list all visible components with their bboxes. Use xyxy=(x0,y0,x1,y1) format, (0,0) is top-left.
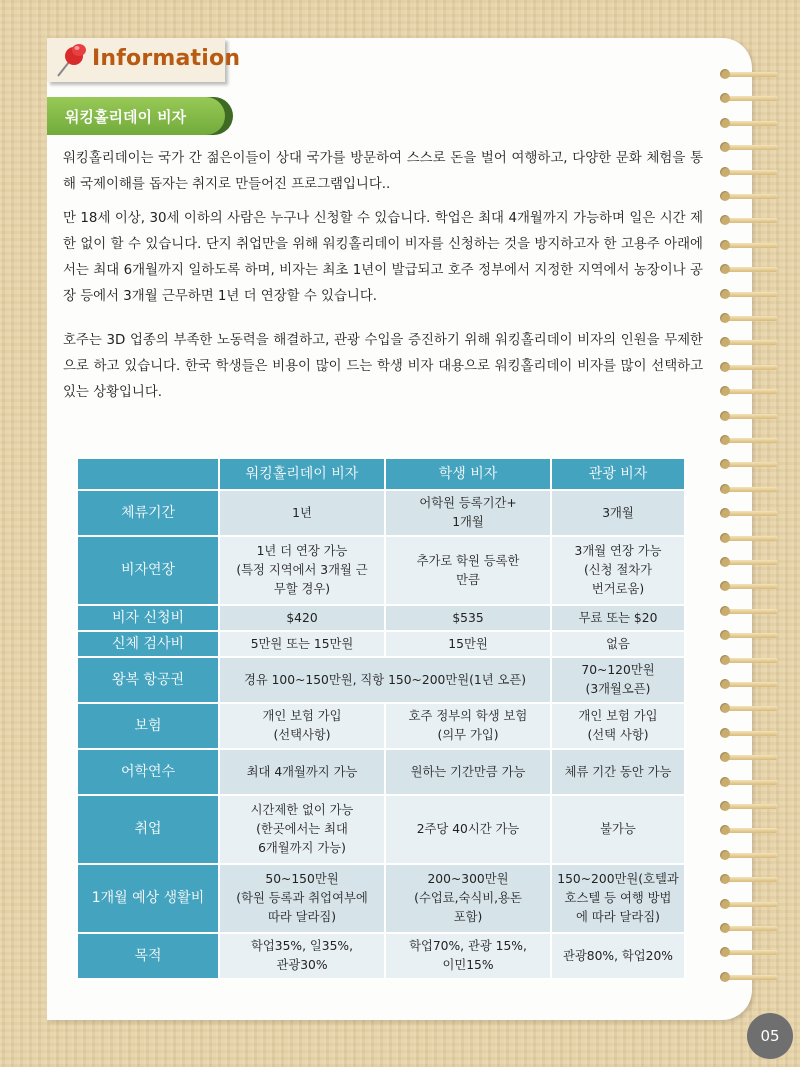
cell-insurance-whv: 개인 보험 가입 (선택사항) xyxy=(219,703,385,749)
table-row xyxy=(77,864,685,933)
spiral-ring xyxy=(718,459,780,469)
table-row xyxy=(77,631,685,657)
row-label-medical: 신체 검사비 xyxy=(77,631,219,657)
table-row xyxy=(77,795,685,864)
spiral-ring xyxy=(718,435,780,445)
cell-insurance-tourist: 개인 보험 가입 (선택 사항) xyxy=(551,703,685,749)
spiral-ring xyxy=(718,142,780,152)
cell-living-student: 200~300만원 (수업료,숙식비,용돈 포함) xyxy=(385,864,551,933)
spiral-ring xyxy=(718,215,780,225)
spiral-ring xyxy=(718,508,780,518)
cell-stay-tourist: 3개월 xyxy=(551,490,685,536)
cell-living-tourist: 150~200만원(호텔과 호스텔 등 여행 방법 에 따라 달라짐) xyxy=(551,864,685,933)
section-title: 워킹홀리데이 비자 xyxy=(65,108,187,126)
cell-airfare-tourist: 70~120만원 (3개월오픈) xyxy=(551,657,685,703)
table-row xyxy=(77,490,685,536)
spiral-ring xyxy=(718,703,780,713)
spiral-ring xyxy=(718,581,780,591)
spiral-ring xyxy=(718,728,780,738)
table-row xyxy=(77,536,685,605)
row-label-extension: 비자연장 xyxy=(77,536,219,605)
row-label-living: 1개월 예상 생활비 xyxy=(77,864,219,933)
spiral-ring xyxy=(718,337,780,347)
spiral-ring xyxy=(718,679,780,689)
spiral-ring xyxy=(718,93,780,103)
cell-stay-student: 어학원 등록기간+ 1개월 xyxy=(385,490,551,536)
cell-extension-student: 추가로 학원 등록한 만큼 xyxy=(385,536,551,605)
spiral-ring xyxy=(718,947,780,957)
paragraph-eligibility: 만 18세 이상, 30세 이하의 사람은 누구나 신청할 수 있습니다. 학업은 최대 4개월까지 가능하며 일은 시간 제한 없이 할 수 있습니다. 단지 취업만을 위해 워킹홀리데이 비자를 신청하는 것을 방지하고자 한 고용주 아래에서는 최대 6개월까지 일하도록 하며, 비자는 최초 1년이 발급되고 호주 정부에서 지정한 지역에서 농장이나 공장 등에서 3개월 근무하면 1년 더 연장할 수 있습니다. xyxy=(63,211,703,304)
cell-fee-tourist: 무료 또는 $20 xyxy=(551,605,685,631)
cell-medical-student: 15만원 xyxy=(385,631,551,657)
spiral-ring xyxy=(718,167,780,177)
paragraph-australia: 호주는 3D 업종의 부족한 노동력을 해결하고, 관광 수입을 증진하기 위해 워킹홀리데이 비자의 인원을 무제한으로 하고 있습니다. 한국 학생들은 비용이 많이 드는 학생 비자 대용으로 워킹홀리데이 비자를 많이 선택하고 있는 상황입니다. xyxy=(63,333,703,400)
spiral-ring xyxy=(718,850,780,860)
spiral-ring xyxy=(718,630,780,640)
spiral-ring xyxy=(718,874,780,884)
cell-extension-whv: 1년 더 연장 가능 (특정 지역에서 3개월 근 무할 경우) xyxy=(219,536,385,605)
section-tab xyxy=(47,97,233,135)
spiral-ring xyxy=(718,289,780,299)
spiral-ring xyxy=(718,606,780,616)
push-pin-icon xyxy=(52,40,88,80)
table-row xyxy=(77,703,685,749)
cell-purpose-tourist: 관광80%, 학업20% xyxy=(551,933,685,979)
cell-purpose-whv: 학업35%, 일35%, 관광30% xyxy=(219,933,385,979)
spiral-ring xyxy=(718,972,780,982)
cell-living-whv: 50~150만원 (학원 등록과 취업여부에 따라 달라짐) xyxy=(219,864,385,933)
spiral-ring xyxy=(718,69,780,79)
spiral-ring xyxy=(718,411,780,421)
spiral-ring xyxy=(718,313,780,323)
cell-fee-student: $535 xyxy=(385,605,551,631)
paragraph-intro: 워킹홀리데이는 국가 간 젊은이들이 상대 국가를 방문하여 스스로 돈을 벌어 여행하고, 다양한 문화 체험을 통해 국제이해를 돕자는 취지로 만들어진 프로그램입니다.. xyxy=(63,151,703,192)
spiral-ring xyxy=(718,533,780,543)
row-label-stay: 체류기간 xyxy=(77,490,219,536)
row-label-language: 어학연수 xyxy=(77,749,219,795)
spiral-ring xyxy=(718,386,780,396)
spiral-ring xyxy=(718,118,780,128)
table-header-row xyxy=(77,458,685,490)
spiral-ring xyxy=(718,752,780,762)
cell-medical-whv: 5만원 또는 15만원 xyxy=(219,631,385,657)
row-label-airfare: 왕복 항공권 xyxy=(77,657,219,703)
table-row xyxy=(77,657,685,703)
row-label-fee: 비자 신청비 xyxy=(77,605,219,631)
information-title: Information xyxy=(92,46,241,71)
cell-language-student: 원하는 기간만큼 가능 xyxy=(385,749,551,795)
visa-comparison-table xyxy=(76,457,686,980)
cell-work-whv: 시간제한 없이 가능 (한곳에서는 최대 6개월까지 가능) xyxy=(219,795,385,864)
spiral-ring xyxy=(718,899,780,909)
cell-medical-tourist: 없음 xyxy=(551,631,685,657)
table-row xyxy=(77,749,685,795)
table-header-student: 학생 비자 xyxy=(385,458,551,490)
cell-language-whv: 최대 4개월까지 가능 xyxy=(219,749,385,795)
cell-insurance-student: 호주 정부의 학생 보험 (의무 가입) xyxy=(385,703,551,749)
cell-extension-tourist: 3개월 연장 가능 (신청 절차가 번거로움) xyxy=(551,536,685,605)
spiral-ring xyxy=(718,777,780,787)
spiral-ring xyxy=(718,557,780,567)
cell-language-tourist: 체류 기간 동안 가능 xyxy=(551,749,685,795)
cell-stay-whv: 1년 xyxy=(219,490,385,536)
spiral-ring xyxy=(718,825,780,835)
table-header-blank xyxy=(77,458,219,490)
spiral-ring xyxy=(718,484,780,494)
table-row xyxy=(77,933,685,979)
spiral-ring xyxy=(718,923,780,933)
cell-airfare-shared: 경유 100~150만원, 직항 150~200만원(1년 오픈) xyxy=(219,657,551,703)
table-row xyxy=(77,605,685,631)
spiral-binding xyxy=(718,60,788,1000)
spiral-ring xyxy=(718,264,780,274)
spiral-ring xyxy=(718,801,780,811)
cell-purpose-student: 학업70%, 관광 15%, 이민15% xyxy=(385,933,551,979)
row-label-work: 취업 xyxy=(77,795,219,864)
page-number: 05 xyxy=(747,1013,793,1059)
row-label-insurance: 보험 xyxy=(77,703,219,749)
cell-fee-whv: $420 xyxy=(219,605,385,631)
cell-work-tourist: 불가능 xyxy=(551,795,685,864)
table-header-whv: 워킹홀리데이 비자 xyxy=(219,458,385,490)
spiral-ring xyxy=(718,240,780,250)
spiral-ring xyxy=(718,362,780,372)
spiral-ring xyxy=(718,191,780,201)
spiral-ring xyxy=(718,655,780,665)
cell-work-student: 2주당 40시간 가능 xyxy=(385,795,551,864)
row-label-purpose: 목적 xyxy=(77,933,219,979)
table-header-tourist: 관광 비자 xyxy=(551,458,685,490)
